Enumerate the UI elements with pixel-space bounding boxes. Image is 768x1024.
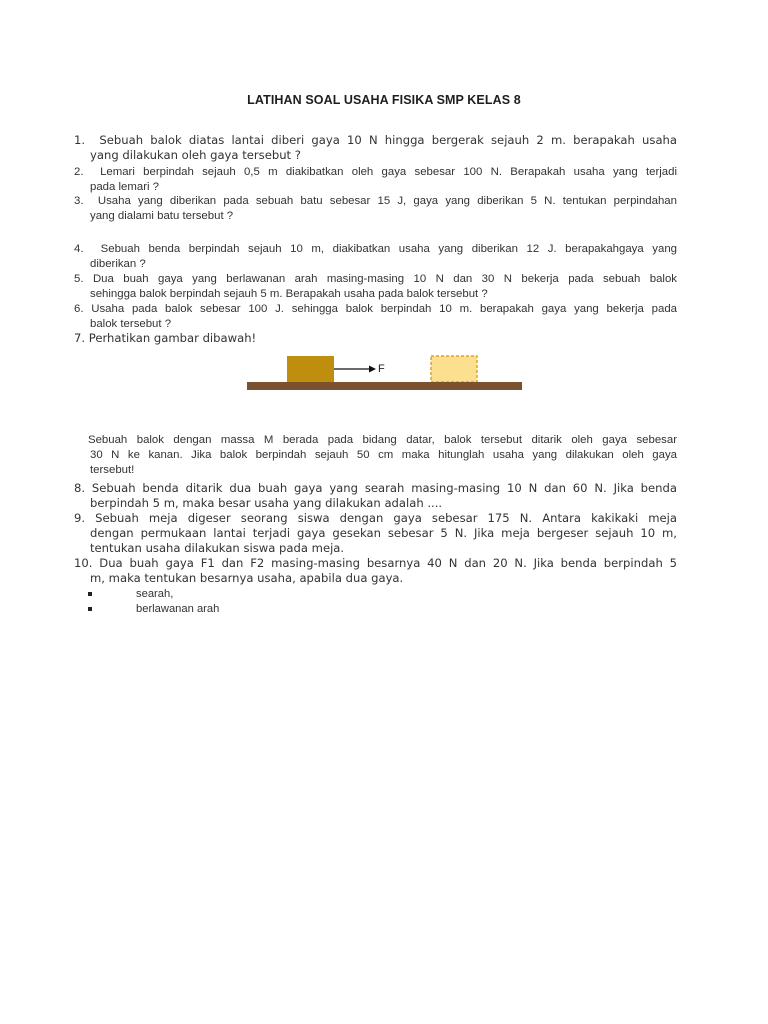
- question-1: [74, 133, 677, 163]
- question-3: [74, 194, 677, 224]
- bullet-item: [88, 587, 488, 602]
- question-7-body: [88, 433, 677, 478]
- bullet-text: berlawanan arah: [136, 603, 220, 615]
- bullet-list: [88, 587, 488, 617]
- question-2-line-1: 2. Lemari berpindah sejauh 0,5 m diakibatkan oleh gaya sebesar 100 N. Berapakah usaha yang terjadi: [74, 166, 677, 178]
- question-4-line-1: 4. Sebuah benda berpindah sejauh 10 m, diakibatkan usaha yang diberikan 12 J. berapakahgaya yang: [74, 243, 677, 255]
- question-6-line-2: balok tersebut ?: [90, 318, 172, 330]
- question-8: [74, 481, 677, 511]
- floor: [247, 382, 522, 390]
- force-label: F: [378, 363, 385, 375]
- force-arrow-head: [369, 366, 376, 373]
- question-10: [74, 556, 677, 586]
- question-5-line-1: 5. Dua buah gaya yang berlawanan arah masing-masing 10 N dan 30 N bekerja pada sebuah balok: [74, 273, 677, 285]
- bullet-text: searah,: [136, 588, 174, 600]
- question-5: [74, 272, 677, 302]
- question-9-line-3: tentukan usaha dilakukan siswa pada meja.: [90, 541, 345, 555]
- question-1-line-1: 1. Sebuah balok diatas lantai diberi gaya 10 N hingga bergerak sejauh 2 m. berapakah usaha: [74, 133, 678, 147]
- question-7-body-line-1: Sebuah balok dengan massa M berada pada bidang datar, balok tersebut ditarik oleh gaya sebesar: [88, 434, 677, 446]
- question-4: [74, 242, 677, 272]
- bullet-icon: [88, 592, 92, 596]
- question-9: [74, 511, 677, 556]
- question-3-line-1: 3. Usaha yang diberikan pada sebuah batu sebesar 15 J, gaya yang diberikan 5 N. tentukan perpindahan: [74, 195, 677, 207]
- block-force-figure: [246, 353, 522, 393]
- question-2-line-2: pada lemari ?: [90, 181, 160, 193]
- question-7-body-line-3: tersebut!: [90, 464, 135, 476]
- question-2: [74, 165, 677, 195]
- question-8-line-2: berpindah 5 m, maka besar usaha yang dilakukan adalah ....: [90, 496, 443, 510]
- bullet-item: [88, 602, 488, 617]
- displaced-block: [431, 356, 477, 382]
- question-3-line-2: yang dialami batu tersebut ?: [90, 210, 234, 222]
- question-7: [74, 331, 677, 346]
- question-10-line-1: 10. Dua buah gaya F1 dan F2 masing-masing besarnya 40 N dan 20 N. Jika benda berpindah 5: [74, 556, 677, 570]
- bullet-icon: [88, 607, 92, 611]
- question-8-line-1: 8. Sebuah benda ditarik dua buah gaya yang searah masing-masing 10 N dan 60 N. Jika benda: [74, 481, 677, 495]
- question-5-line-2: sehingga balok berpindah sejauh 5 m. Berapakah usaha pada balok tersebut ?: [90, 288, 488, 300]
- question-10-line-2: m, maka tentukan besarnya usaha, apabila dua gaya.: [90, 571, 404, 585]
- question-9-line-1: 9. Sebuah meja digeser seorang siswa dengan gaya sebesar 175 N. Antara kakikaki meja: [74, 511, 677, 525]
- document-title: LATIHAN SOAL USAHA FISIKA SMP KELAS 8: [247, 93, 521, 107]
- question-9-line-2: dengan permukaan lantai terjadi gaya gesekan sebesar 5 N. Jika meja bergeser sejauh 10 m,: [90, 526, 677, 540]
- question-7-line-1: 7. Perhatikan gambar dibawah!: [74, 331, 257, 345]
- question-4-line-2: diberikan ?: [90, 258, 146, 270]
- question-6: [74, 302, 677, 332]
- question-7-body-line-2: 30 N ke kanan. Jika balok berpindah sejauh 50 cm maka hitunglah usaha yang dilakukan oleh gaya: [90, 449, 677, 461]
- block: [287, 356, 334, 382]
- question-6-line-1: 6. Usaha pada balok sebesar 100 J. sehingga balok berpindah 10 m. berapakah gaya yang bekerja pada: [74, 303, 677, 315]
- question-1-line-2: yang dilakukan oleh gaya tersebut ?: [90, 148, 301, 162]
